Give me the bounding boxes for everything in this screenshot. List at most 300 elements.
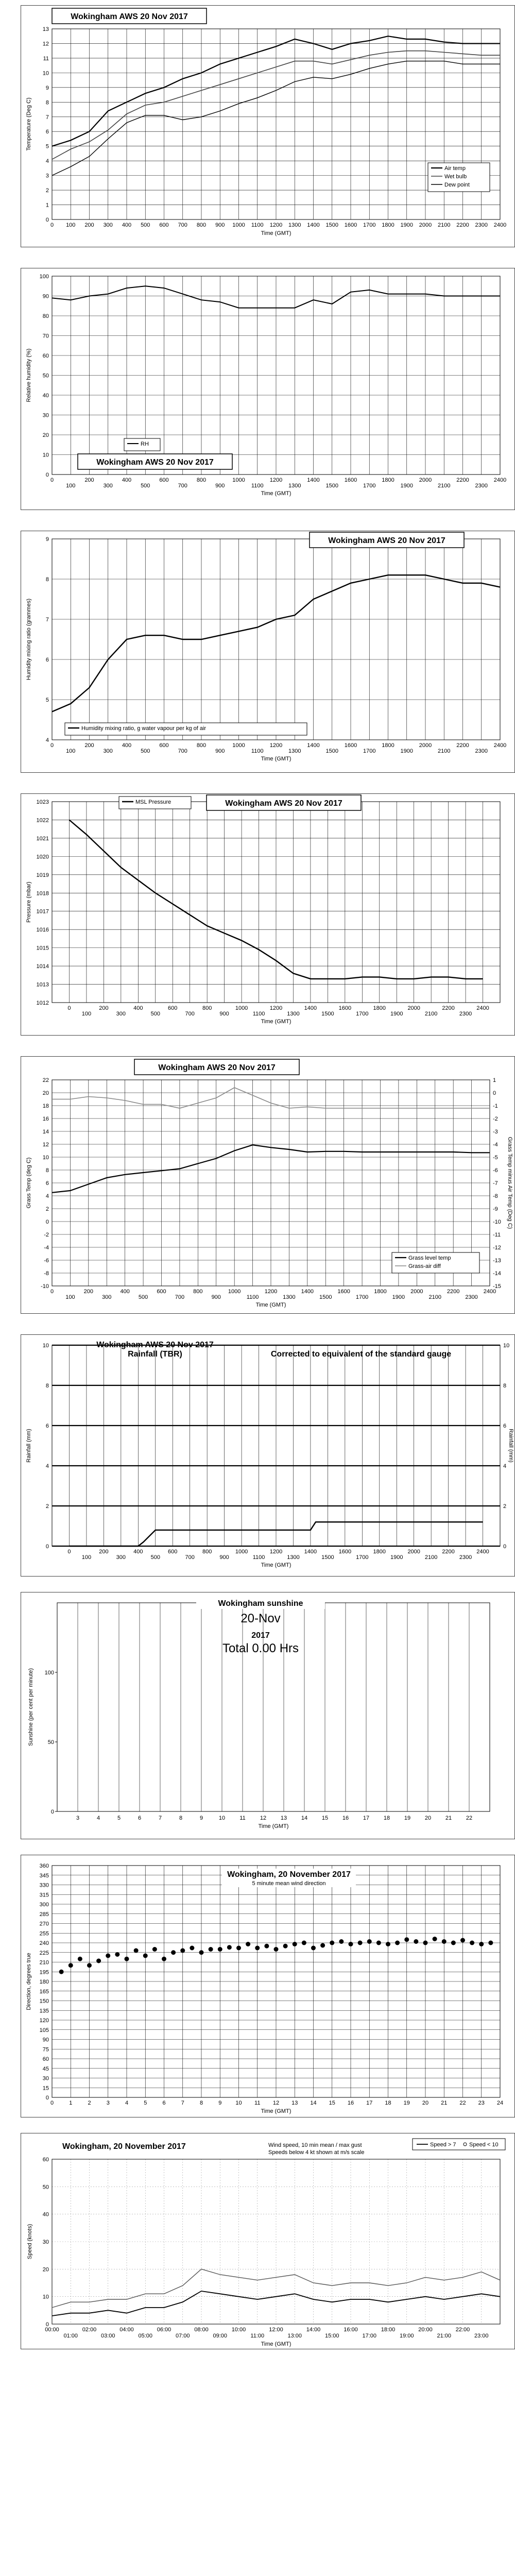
y-tick-label: 90: [42, 293, 49, 300]
wind-direction-chart-panel: [21, 1855, 515, 2117]
x-tick-label: 2200: [442, 1005, 455, 1011]
x-tick-label: 00:00: [45, 2327, 59, 2333]
x-tick-label: 1300: [288, 222, 301, 228]
direction-point: [376, 1941, 381, 1945]
legend-label: Speed < 10: [469, 2142, 499, 2148]
y-tick-label: 9: [45, 84, 49, 91]
x-tick-label: 1600: [344, 477, 357, 483]
x-tick-label: 24: [496, 2100, 504, 2106]
y-tick-label: 285: [39, 1911, 49, 1918]
x-tick-label: 10:00: [231, 2327, 246, 2333]
legend-label: MSL Pressure: [135, 799, 171, 805]
chart-title: Wokingham AWS 20 Nov 2017: [96, 458, 214, 467]
y-tick-label: 165: [39, 1988, 49, 1995]
legend-label: Grass level temp: [408, 1255, 451, 1261]
y2-tick-label: -9: [493, 1206, 498, 1212]
y-tick-label: 0: [45, 472, 49, 478]
x-tick-label: 21: [441, 2100, 448, 2106]
y-tick-label: 0: [45, 1219, 49, 1225]
chart-title: Wokingham AWS 20 Nov 2017: [225, 799, 342, 808]
y-axis-label: Direction, degrees true: [26, 1953, 32, 2010]
x-tick-label: 100: [65, 1294, 75, 1300]
y-tick-label: 195: [39, 1969, 49, 1976]
wind-speed-chart: [21, 2133, 514, 2349]
x-tick-label: 800: [196, 742, 207, 749]
y-tick-label: 10: [42, 2294, 49, 2300]
direction-point: [209, 1947, 213, 1952]
direction-point: [125, 1957, 129, 1961]
y-tick-label: 8: [45, 99, 49, 106]
y-tick-label: 345: [39, 1872, 49, 1879]
x-tick-label: 1900: [390, 1554, 403, 1561]
x-tick-label: 1400: [307, 742, 320, 749]
x-tick-label: 05:00: [138, 2333, 153, 2339]
direction-point: [152, 1947, 157, 1952]
x-axis-label: Time (GMT): [255, 1302, 286, 1308]
y2-tick-label: -14: [493, 1270, 501, 1277]
x-tick-label: 2200: [447, 1289, 460, 1295]
x-tick-label: 1300: [287, 1554, 300, 1561]
direction-point: [106, 1954, 110, 1958]
y-tick-label: -4: [44, 1245, 49, 1251]
y-tick-label: 75: [42, 2046, 49, 2053]
x-tick-label: 1200: [269, 742, 283, 749]
y2-tick-label: -1: [493, 1103, 498, 1109]
x-tick-label: 17: [363, 1815, 370, 1821]
y2-tick-label: 1: [493, 1077, 496, 1083]
x-tick-label: 5: [117, 1815, 121, 1821]
x-tick-label: 1800: [373, 1549, 386, 1555]
x-tick-label: 2200: [456, 477, 469, 483]
x-axis-label: Time (GMT): [261, 756, 291, 762]
x-tick-label: 1700: [355, 1294, 369, 1300]
x-tick-label: 2100: [428, 1294, 441, 1300]
x-tick-label: 13:00: [287, 2333, 302, 2339]
x-tick-label: 6: [138, 1815, 142, 1821]
x-tick-label: 17: [366, 2100, 373, 2106]
x-tick-label: 20:00: [418, 2327, 433, 2333]
y-tick-label: 16: [42, 1116, 49, 1122]
x-tick-label: 1400: [304, 1005, 317, 1011]
x-tick-label: 07:00: [175, 2333, 190, 2339]
y2-axis-label: Rainfall (mm): [508, 1429, 514, 1463]
y-tick-label: 15: [42, 2085, 49, 2092]
y-tick-label: 4: [45, 737, 49, 743]
y-axis-label: Grass Temp (deg C): [26, 1157, 32, 1209]
x-tick-label: 2400: [476, 1549, 489, 1555]
y-tick-label: 1021: [36, 835, 49, 842]
y-tick-label: 1022: [36, 817, 49, 824]
x-tick-label: 800: [196, 222, 207, 228]
x-tick-label: 900: [219, 1554, 229, 1561]
x-tick-label: 600: [159, 477, 169, 483]
x-tick-label: 1: [69, 2100, 73, 2106]
y-tick-label: 14: [42, 1129, 49, 1135]
x-tick-label: 1000: [235, 1549, 248, 1555]
x-tick-label: 2400: [483, 1289, 496, 1295]
direction-point: [395, 1941, 400, 1945]
x-tick-label: 1900: [400, 222, 413, 228]
x-tick-label: 0: [50, 477, 54, 483]
y2-tick-label: 0: [493, 1090, 496, 1096]
y2-tick-label: -7: [493, 1180, 498, 1187]
direction-point: [479, 1942, 484, 1946]
x-tick-label: 500: [150, 1554, 160, 1561]
x-tick-label: 500: [138, 1294, 148, 1300]
x-tick-label: 21: [445, 1815, 452, 1821]
y-tick-label: 60: [42, 2056, 49, 2062]
direction-point: [264, 1944, 269, 1948]
x-tick-label: 03:00: [100, 2333, 115, 2339]
direction-point: [236, 1946, 241, 1951]
x-tick-label: 1700: [363, 222, 376, 228]
x-tick-label: 0: [50, 742, 54, 749]
y-tick-label: 10: [42, 1155, 49, 1161]
y-tick-label: 50: [47, 1739, 54, 1745]
chart-note: Corrected to equivalent of the standard gauge: [270, 1350, 452, 1359]
chart-note-2: Speeds below 4 kt shown at m/s scale: [268, 2149, 365, 2156]
temperature-chart-panel: [21, 5, 515, 247]
x-tick-label: 1200: [264, 1289, 278, 1295]
x-tick-label: 1400: [307, 222, 320, 228]
x-tick-label: 1200: [269, 1005, 283, 1011]
x-tick-label: 500: [141, 748, 150, 754]
x-tick-label: 2300: [459, 1554, 472, 1561]
chart-title: Wokingham AWS 20 Nov 2017: [96, 1341, 214, 1349]
x-tick-label: 0: [50, 2100, 54, 2106]
y-tick-label: 4: [45, 1463, 49, 1469]
mixing-ratio-chart-panel: [21, 531, 515, 773]
y2-tick-label: -10: [493, 1219, 501, 1225]
direction-point: [274, 1947, 279, 1952]
y-tick-label: 20: [42, 1090, 49, 1096]
sunshine-chart-panel: [21, 1592, 515, 1839]
pressure-chart: [21, 794, 514, 1035]
y-axis-label: Humidity mixing ratio (grammes): [26, 598, 32, 681]
x-tick-label: 100: [66, 483, 76, 489]
direction-point: [218, 1947, 222, 1952]
x-tick-label: 0: [50, 1289, 54, 1295]
x-tick-label: 300: [116, 1554, 126, 1561]
y2-tick-label: -15: [493, 1283, 501, 1290]
x-tick-label: 1200: [269, 1549, 283, 1555]
x-tick-label: 23: [478, 2100, 485, 2106]
x-tick-label: 22:00: [455, 2327, 470, 2333]
x-tick-label: 900: [219, 1011, 229, 1017]
legend-label: Humidity mixing ratio, g water vapour per kg of air: [81, 725, 207, 732]
x-tick-label: 1000: [232, 742, 245, 749]
y-tick-label: 0: [45, 2095, 49, 2101]
x-tick-label: 300: [103, 222, 113, 228]
x-tick-label: 1600: [344, 222, 357, 228]
x-tick-label: 1600: [338, 1005, 352, 1011]
x-tick-label: 500: [141, 222, 150, 228]
x-tick-label: 1300: [283, 1294, 296, 1300]
y2-tick-label: -5: [493, 1155, 498, 1161]
x-tick-label: 14:00: [306, 2327, 321, 2333]
direction-point: [59, 1970, 64, 1974]
humidity-chart: [21, 268, 514, 510]
x-tick-label: 10: [235, 2100, 242, 2106]
direction-point: [293, 1942, 297, 1946]
chart-date: 20-Nov: [241, 1612, 281, 1625]
x-tick-label: 01:00: [63, 2333, 78, 2339]
x-tick-label: 2100: [438, 748, 451, 754]
direction-point: [386, 1942, 390, 1946]
direction-point: [349, 1942, 353, 1946]
y-tick-label: 1013: [36, 981, 49, 988]
x-tick-label: 13: [280, 1815, 287, 1821]
y2-tick-label: -3: [493, 1129, 498, 1135]
x-tick-label: 1800: [382, 742, 394, 749]
x-tick-label: 19: [404, 1815, 411, 1821]
direction-point: [470, 1941, 474, 1945]
y-tick-label: 10: [42, 70, 49, 77]
x-tick-label: 1500: [325, 483, 338, 489]
direction-point: [96, 1959, 101, 1963]
y-tick-label: 30: [42, 2239, 49, 2245]
x-tick-label: 0: [67, 1549, 71, 1555]
x-tick-label: 1900: [390, 1011, 403, 1017]
x-tick-label: 1300: [287, 1011, 300, 1017]
x-tick-label: 14: [301, 1815, 308, 1821]
y-tick-label: 7: [45, 114, 49, 121]
direction-point: [414, 1939, 418, 1944]
direction-point: [488, 1941, 493, 1945]
x-tick-label: 1900: [400, 748, 413, 754]
direction-point: [302, 1941, 306, 1945]
direction-point: [115, 1952, 119, 1957]
wind-speed-chart-panel: [21, 2133, 515, 2349]
y-tick-label: 1019: [36, 872, 49, 878]
chart-subtitle: Rainfall (TBR): [128, 1350, 182, 1359]
x-tick-label: 300: [103, 748, 113, 754]
x-tick-label: 2000: [419, 477, 432, 483]
y-tick-label: 6: [45, 129, 49, 135]
x-tick-label: 1400: [301, 1289, 314, 1295]
x-tick-label: 2100: [424, 1554, 438, 1561]
y2-tick-label: 6: [503, 1423, 507, 1429]
x-tick-label: 9: [218, 2100, 222, 2106]
x-tick-label: 200: [99, 1549, 109, 1555]
x-tick-label: 300: [103, 483, 113, 489]
x-tick-label: 900: [215, 483, 225, 489]
x-tick-label: 1400: [307, 477, 320, 483]
y-tick-label: 2: [45, 1206, 49, 1212]
x-tick-label: 1500: [321, 1554, 334, 1561]
x-tick-label: 1000: [235, 1005, 248, 1011]
x-tick-label: 400: [122, 477, 132, 483]
y-tick-label: 10: [42, 452, 49, 459]
x-tick-label: 400: [120, 1289, 130, 1295]
x-axis-label: Time (GMT): [261, 2108, 291, 2114]
x-tick-label: 1300: [288, 748, 301, 754]
y-tick-label: 105: [39, 2027, 49, 2033]
x-axis-label: Time (GMT): [261, 1019, 291, 1025]
chart-total: Total 0.00 Hrs: [222, 1641, 299, 1655]
x-tick-label: 700: [185, 1554, 195, 1561]
x-tick-label: 700: [178, 748, 187, 754]
x-tick-label: 5: [144, 2100, 147, 2106]
y2-tick-label: -11: [493, 1232, 501, 1238]
y-tick-label: 20: [42, 432, 49, 438]
x-tick-label: 04:00: [119, 2327, 134, 2333]
direction-point: [180, 1948, 185, 1953]
legend-label: Wet bulb: [444, 174, 467, 180]
x-tick-label: 1800: [382, 222, 394, 228]
x-tick-label: 1300: [288, 483, 301, 489]
x-tick-label: 2000: [419, 222, 432, 228]
x-tick-label: 1900: [392, 1294, 405, 1300]
rainfall-chart: [21, 1335, 514, 1576]
y2-tick-label: 8: [503, 1383, 507, 1389]
x-tick-label: 1200: [269, 222, 283, 228]
x-tick-label: 200: [99, 1005, 109, 1011]
x-tick-label: 1800: [373, 1005, 386, 1011]
x-tick-label: 1700: [356, 1011, 369, 1017]
x-tick-label: 1200: [269, 477, 283, 483]
direction-point: [78, 1957, 82, 1961]
direction-point: [460, 1938, 465, 1943]
x-tick-label: 100: [66, 748, 76, 754]
y-tick-label: 18: [42, 1103, 49, 1109]
y-tick-label: 0: [45, 2321, 49, 2328]
x-tick-label: 18: [385, 2100, 391, 2106]
x-tick-label: 1500: [325, 748, 338, 754]
direction-point: [367, 1939, 372, 1944]
x-tick-label: 300: [102, 1294, 112, 1300]
x-tick-label: 1500: [321, 1011, 334, 1017]
x-tick-label: 4: [96, 1815, 100, 1821]
y-tick-label: 240: [39, 1940, 49, 1946]
y2-tick-label: 2: [503, 1503, 507, 1510]
x-tick-label: 600: [159, 742, 169, 749]
x-tick-label: 1600: [344, 742, 357, 749]
y2-tick-label: -13: [493, 1258, 501, 1264]
x-tick-label: 2000: [407, 1549, 420, 1555]
y-tick-label: 5: [45, 697, 49, 703]
x-tick-label: 2200: [456, 222, 469, 228]
x-tick-label: 10: [218, 1815, 226, 1821]
y-tick-label: 1012: [36, 1000, 49, 1006]
x-tick-label: 600: [157, 1289, 166, 1295]
y-tick-label: 50: [42, 2184, 49, 2191]
y-tick-label: 100: [39, 274, 49, 280]
x-tick-label: 4: [125, 2100, 129, 2106]
y-tick-label: 60: [42, 2157, 49, 2163]
y-tick-label: 120: [39, 2018, 49, 2024]
x-tick-label: 2400: [493, 477, 507, 483]
direction-point: [255, 1946, 260, 1951]
x-tick-label: 1400: [304, 1549, 317, 1555]
x-tick-label: 1500: [319, 1294, 332, 1300]
y-tick-label: 12: [42, 1142, 49, 1148]
temperature-chart: [21, 6, 514, 247]
direction-point: [283, 1944, 288, 1948]
y-tick-label: 1023: [36, 799, 49, 805]
x-tick-label: 15:00: [324, 2333, 339, 2339]
direction-point: [227, 1945, 232, 1950]
x-tick-label: 09:00: [213, 2333, 228, 2339]
chart-subtitle: 5 minute mean wind direction: [252, 1880, 326, 1887]
y-tick-label: 2: [45, 1503, 49, 1510]
y-tick-label: 300: [39, 1902, 49, 1908]
y-tick-label: 2: [45, 188, 49, 194]
x-tick-label: 19:00: [399, 2333, 414, 2339]
y-axis-label: Relative humidity (%): [26, 348, 32, 402]
y-tick-label: 0: [45, 1544, 49, 1550]
y-tick-label: 330: [39, 1882, 49, 1889]
y-tick-label: 210: [39, 1959, 49, 1966]
x-tick-label: 18:00: [381, 2327, 396, 2333]
x-tick-label: 2000: [419, 742, 432, 749]
y-tick-label: 225: [39, 1950, 49, 1956]
rainfall-chart-panel: [21, 1334, 515, 1577]
y-tick-label: 3: [45, 173, 49, 179]
y-tick-label: 1018: [36, 890, 49, 897]
x-axis-label: Time (GMT): [261, 490, 291, 497]
x-tick-label: 1600: [338, 1549, 352, 1555]
x-tick-label: 20: [424, 1815, 432, 1821]
x-tick-label: 1100: [246, 1294, 259, 1300]
sunshine-chart: [21, 1592, 514, 1839]
x-tick-label: 1500: [325, 222, 338, 228]
y-axis-label: Rainfall (mm): [26, 1429, 32, 1463]
x-tick-label: 06:00: [157, 2327, 171, 2333]
y-tick-label: 1015: [36, 945, 49, 952]
mixing-ratio-chart: [21, 531, 514, 772]
y-tick-label: 360: [39, 1863, 49, 1869]
direction-point: [311, 1946, 316, 1951]
x-tick-label: 2300: [475, 748, 488, 754]
x-tick-label: 300: [116, 1011, 126, 1017]
grass-temp-chart: [21, 1057, 514, 1313]
y-tick-label: 255: [39, 1930, 49, 1937]
x-tick-label: 700: [178, 483, 187, 489]
x-tick-label: 700: [178, 222, 187, 228]
x-tick-label: 2300: [475, 483, 488, 489]
x-axis-label: Time (GMT): [261, 230, 291, 236]
y-tick-label: 1017: [36, 908, 49, 915]
x-tick-label: 02:00: [82, 2327, 97, 2333]
x-tick-label: 2400: [493, 222, 507, 228]
x-tick-label: 400: [133, 1549, 143, 1555]
x-tick-label: 2100: [438, 483, 451, 489]
y-tick-label: 8: [45, 1383, 49, 1389]
x-tick-label: 1000: [228, 1289, 241, 1295]
chart-title: Wokingham AWS 20 Nov 2017: [71, 12, 188, 21]
direction-point: [190, 1946, 194, 1951]
x-tick-label: 2300: [475, 222, 488, 228]
x-axis-label: Time (GMT): [258, 1823, 289, 1829]
direction-point: [246, 1942, 250, 1946]
y2-tick-label: -12: [493, 1245, 501, 1251]
direction-point: [442, 1939, 447, 1944]
y-tick-label: 12: [42, 41, 49, 47]
direction-point: [339, 1939, 344, 1944]
x-tick-label: 23:00: [474, 2333, 489, 2339]
x-tick-label: 2300: [465, 1294, 478, 1300]
x-tick-label: 1700: [356, 1554, 369, 1561]
x-tick-label: 2100: [438, 222, 451, 228]
y-axis-label: Speed (knots): [27, 2224, 33, 2260]
x-tick-label: 2: [88, 2100, 91, 2106]
x-tick-label: 16: [342, 1815, 349, 1821]
y2-tick-label: -8: [493, 1193, 498, 1199]
direction-point: [404, 1937, 409, 1942]
y-tick-label: -8: [44, 1270, 49, 1277]
y-tick-label: -10: [41, 1283, 49, 1290]
